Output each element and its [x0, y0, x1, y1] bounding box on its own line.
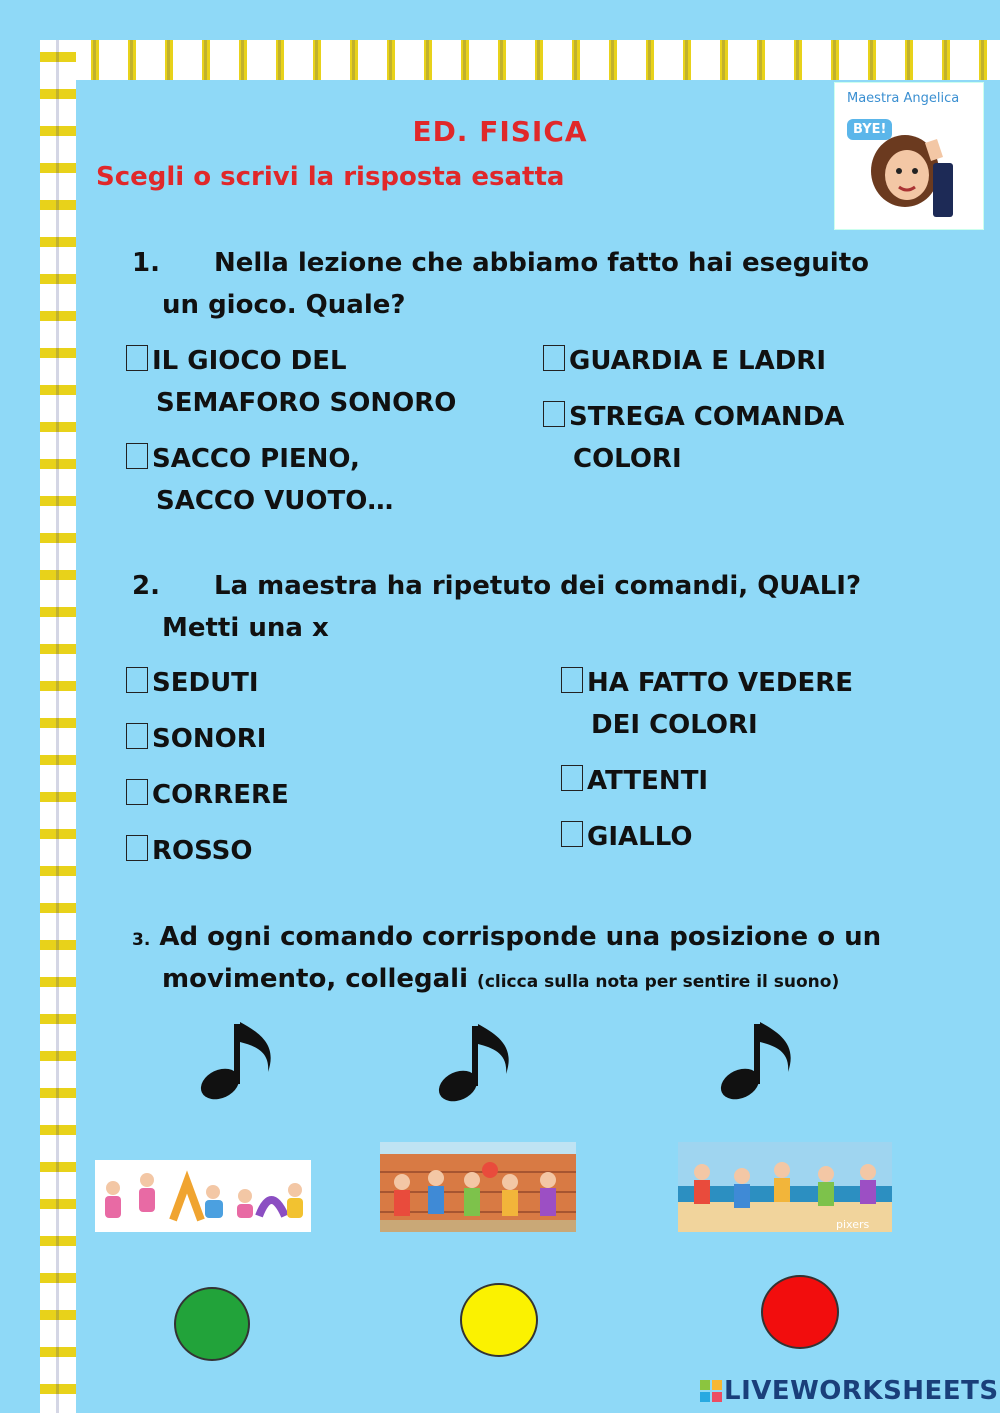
question-3-number: 3. [132, 930, 151, 950]
checkbox[interactable] [543, 401, 565, 427]
question-1-number: 1. [132, 248, 160, 278]
music-note-icon[interactable] [718, 1018, 802, 1102]
option-label-line2: SEMAFORO SONORO [156, 388, 457, 418]
green-dot[interactable] [174, 1287, 250, 1361]
option-label-line2: SACCO VUOTO… [156, 486, 394, 516]
checkbox[interactable] [561, 821, 583, 847]
question-3-text-line1: Ad ogni comando corrisponde una posizione o un [159, 922, 882, 952]
q2-option-rosso [126, 830, 253, 872]
checkbox[interactable] [126, 723, 148, 749]
option-label: HA FATTO VEDERE [587, 668, 854, 698]
watermark-text: pixers [836, 1218, 870, 1231]
kids-running-image [678, 1142, 892, 1232]
option-label: GUARDIA E LADRI [569, 346, 827, 376]
music-note-icon[interactable] [436, 1020, 520, 1104]
question-3 [132, 916, 881, 961]
teacher-avatar-icon [835, 83, 983, 229]
option-label: STREGA COMANDA [569, 402, 845, 432]
q2-option-attenti [561, 760, 708, 802]
checkbox[interactable] [126, 779, 148, 805]
option-label: ATTENTI [587, 766, 709, 796]
q2-option-seduti [126, 662, 259, 704]
checkbox[interactable] [126, 345, 148, 371]
option-label-line2: DEI COLORI [591, 710, 758, 740]
question-2-text-line1: La maestra ha ripetuto dei comandi, QUALI? [214, 571, 862, 601]
red-dot[interactable] [761, 1275, 839, 1349]
question-1 [132, 242, 869, 284]
question-2-line2: Metti una x [162, 613, 329, 643]
option-label: GIALLO [587, 822, 693, 852]
option-label-line2: COLORI [573, 444, 682, 474]
question-2-number: 2. [132, 571, 160, 601]
question-1-line2: un gioco. Quale? [162, 290, 406, 320]
logo-name: Maestra Angelica [847, 91, 960, 106]
logo-bubble: BYE! [847, 119, 892, 140]
q2-option-giallo [561, 816, 692, 858]
liveworksheets-logo-icon [700, 1380, 722, 1402]
decorative-border-left [40, 40, 76, 1413]
checkbox[interactable] [126, 443, 148, 469]
option-label: IL GIOCO DEL [152, 346, 347, 376]
checkbox[interactable] [561, 667, 583, 693]
checkbox[interactable] [126, 835, 148, 861]
question-3-text-line2: movimento, collegali [162, 964, 468, 994]
q1-option-guardia [543, 340, 826, 382]
question-3-hint: (clicca sulla nota per sentire il suono) [477, 972, 840, 992]
option-label: ROSSO [152, 836, 253, 866]
option-label: CORRERE [152, 780, 289, 810]
liveworksheets-brand [700, 1376, 999, 1406]
question-3-line2 [162, 958, 839, 1003]
teacher-logo [834, 82, 984, 230]
brand-text: LIVEWORKSHEETS [724, 1376, 999, 1406]
question-1-text-line1: Nella lezione che abbiamo fatto hai eseguito [214, 248, 870, 278]
checkbox[interactable] [561, 765, 583, 791]
page-subtitle: Scegli o scrivi la risposta esatta [96, 162, 565, 192]
yellow-dot[interactable] [460, 1283, 538, 1357]
q1-option-semaforo [126, 340, 456, 424]
q2-option-sonori [126, 718, 266, 760]
page-title: ED. FISICA [412, 115, 588, 148]
checkbox[interactable] [543, 345, 565, 371]
checkbox[interactable] [126, 667, 148, 693]
q1-option-sacco [126, 438, 393, 522]
q1-option-strega [543, 396, 844, 480]
option-label: SONORI [152, 724, 267, 754]
question-2 [132, 565, 861, 607]
decorative-border-top [40, 40, 1000, 80]
kids-standing-image [380, 1142, 576, 1232]
option-label: SACCO PIENO, [152, 444, 360, 474]
q2-option-colori [561, 662, 853, 746]
option-label: SEDUTI [152, 668, 259, 698]
yoga-kids-image [95, 1160, 311, 1232]
q2-option-correre [126, 774, 289, 816]
music-note-icon[interactable] [198, 1018, 282, 1102]
